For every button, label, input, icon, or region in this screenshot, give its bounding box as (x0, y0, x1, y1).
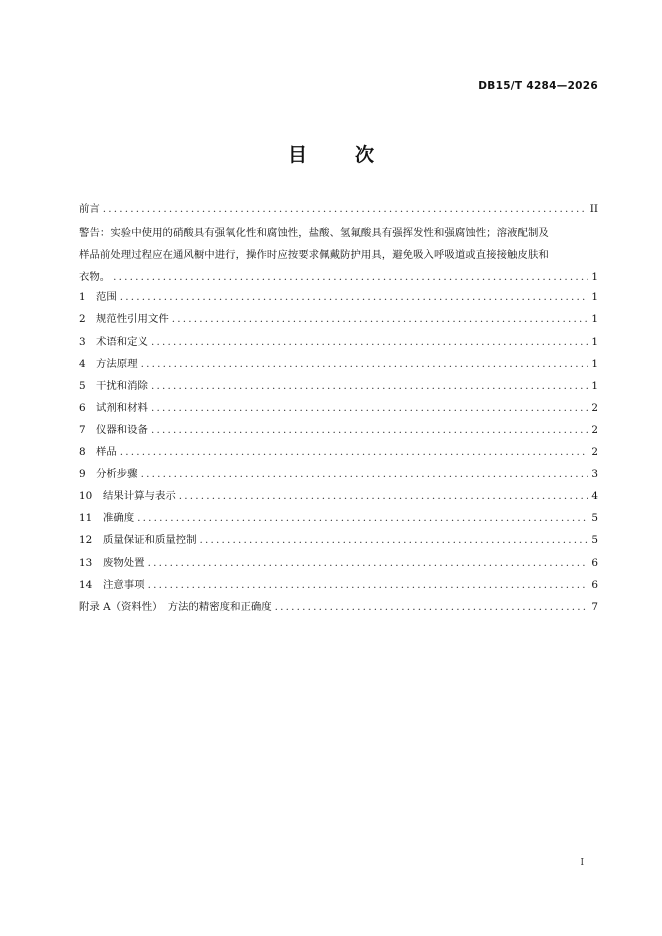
toc-page-number: 3 (591, 468, 598, 481)
toc-leader-dots (151, 336, 588, 348)
toc-section-number: 2 (79, 313, 86, 326)
toc-section-number: 12 (79, 534, 93, 547)
page-title (0, 140, 662, 167)
toc-entry[interactable] (79, 377, 598, 399)
toc-section-title: 质量保证和质量控制 (103, 534, 197, 547)
toc-leader-dots (141, 468, 589, 480)
toc-section-number: 14 (79, 578, 93, 591)
toc-page-number: 2 (591, 401, 598, 414)
toc-label (79, 465, 138, 480)
toc-label (79, 377, 148, 392)
toc-leader-dots (151, 380, 588, 392)
footer-page-number: I (580, 858, 584, 868)
toc-page-number: 1 (591, 379, 598, 392)
toc-section-number: 6 (79, 401, 86, 414)
toc-section-title: 样品 (96, 446, 117, 459)
toc-leader-dots (148, 579, 589, 591)
toc-entry[interactable] (79, 487, 598, 509)
toc-section-title: 废物处置 (103, 556, 145, 569)
toc-label (79, 443, 117, 458)
toc-page-number: 7 (591, 600, 598, 613)
toc-label (79, 310, 169, 325)
toc-section-title: 干扰和消除 (96, 379, 148, 392)
toc-section-number: 7 (79, 423, 86, 436)
toc-entry[interactable] (79, 333, 598, 355)
toc-label: 衣物。 (79, 271, 111, 284)
toc-entry[interactable] (79, 288, 598, 310)
toc-entry[interactable] (79, 443, 598, 465)
warning-line: 样品前处理过程应在通风橱中进行，操作时应按要求佩戴防护用具，避免吸入呼吸道或直接接触皮肤和 (79, 249, 549, 262)
toc-entry[interactable] (79, 465, 598, 487)
toc-label (79, 399, 148, 414)
toc-page-number: 2 (591, 423, 598, 436)
toc-leader-dots (200, 534, 589, 546)
toc-page-number: 2 (591, 446, 598, 459)
toc-section-number: 9 (79, 468, 86, 481)
toc-label (79, 531, 197, 546)
toc-page-number: 4 (591, 490, 598, 503)
toc-leader-dots (120, 291, 589, 303)
toc-label (79, 487, 176, 502)
title-char-1: 目 (287, 144, 307, 166)
toc-section-number: 8 (79, 446, 86, 459)
table-of-contents (79, 200, 598, 620)
toc-leader-dots (113, 266, 588, 288)
toc-section-title: 仪器和设备 (96, 423, 148, 436)
toc-label (79, 333, 148, 348)
toc-leader-dots (148, 557, 589, 569)
toc-section-number: 3 (79, 335, 86, 348)
toc-entry[interactable] (79, 355, 598, 377)
toc-leader-dots (151, 424, 588, 436)
toc-leader-dots (120, 446, 589, 458)
toc-section-title: 试剂和材料 (96, 401, 148, 414)
toc-entry[interactable] (79, 421, 598, 443)
title-char-2: 次 (355, 144, 375, 166)
toc-label (79, 355, 138, 370)
toc-page-number: II (589, 203, 598, 215)
toc-section-title: 规范性引用文件 (96, 313, 169, 326)
warning-line: 警告：实验中使用的硝酸具有强氧化性和腐蚀性，盐酸、氢氟酸具有强挥发性和强腐蚀性；溶液配制及 (79, 227, 549, 240)
toc-section-number: 4 (79, 357, 86, 370)
toc-section-title: 术语和定义 (96, 335, 148, 348)
toc-section-title: 方法原理 (96, 357, 138, 370)
toc-leader-dots (103, 203, 587, 215)
toc-page-number: 1 (591, 291, 598, 304)
toc-entry-appendix-a[interactable] (79, 598, 598, 620)
toc-leader-dots (179, 490, 589, 502)
toc-entry[interactable] (79, 399, 598, 421)
toc-entry[interactable] (79, 310, 598, 332)
toc-section-title: 准确度 (103, 512, 135, 525)
toc-page-number: 6 (591, 556, 598, 569)
toc-leader-dots (137, 512, 588, 524)
toc-entry-list (79, 288, 598, 597)
toc-section-number: 1 (79, 291, 86, 304)
toc-entry[interactable] (79, 531, 598, 553)
toc-section-number: 5 (79, 379, 86, 392)
document-code: DB15/T 4284—2026 (478, 80, 598, 92)
toc-label (79, 288, 117, 303)
toc-section-title: 结果计算与表示 (103, 490, 176, 503)
toc-page-number: 1 (591, 357, 598, 370)
toc-section-number: 11 (79, 512, 93, 525)
toc-page-number: 1 (591, 335, 598, 348)
toc-leader-dots (151, 402, 588, 414)
toc-entry[interactable] (79, 509, 598, 531)
toc-page-number: 1 (591, 313, 598, 326)
toc-section-title: 注意事项 (103, 578, 145, 591)
toc-leader-dots (141, 358, 589, 370)
toc-entry[interactable] (79, 576, 598, 598)
toc-entry-preface[interactable] (79, 200, 598, 222)
toc-label (79, 576, 145, 591)
toc-page-number: 6 (591, 578, 598, 591)
toc-section-title: 范围 (96, 291, 117, 304)
toc-label: 附录 A（资料性） 方法的精密度和正确度 (79, 600, 272, 613)
toc-label (79, 554, 145, 569)
toc-leader-dots (275, 601, 589, 613)
toc-leader-dots (172, 313, 589, 325)
toc-section-number: 10 (79, 490, 93, 503)
toc-page-number: 1 (591, 271, 598, 284)
toc-page-number: 5 (591, 512, 598, 525)
toc-page-number: 5 (591, 534, 598, 547)
toc-section-title: 分析步骤 (96, 468, 138, 481)
toc-entry-warning[interactable] (79, 222, 598, 288)
toc-label (79, 509, 134, 524)
toc-entry[interactable] (79, 554, 598, 576)
toc-label: 前言 (79, 203, 100, 215)
warning-last-line (79, 266, 598, 288)
toc-label (79, 421, 148, 436)
toc-section-number: 13 (79, 556, 93, 569)
